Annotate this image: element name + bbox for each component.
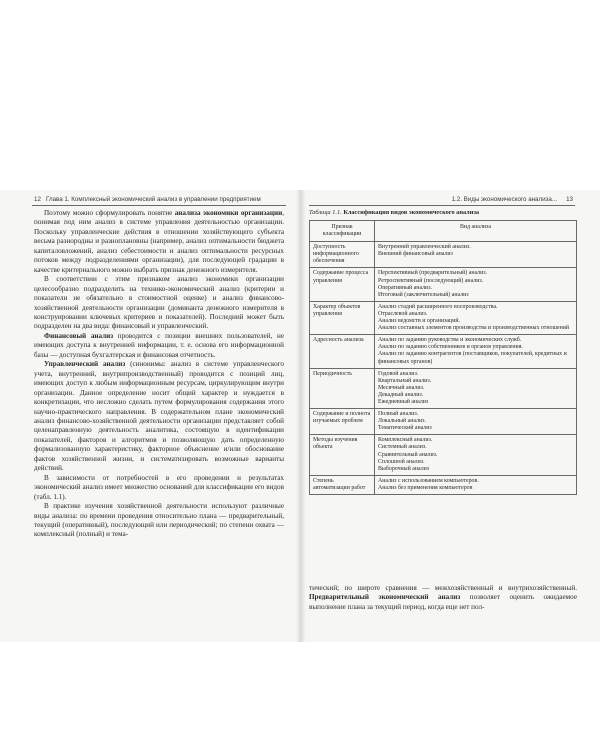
- right-header-title: 1.2. Виды экономического анализа...: [451, 196, 557, 203]
- left-header-rule: [32, 205, 286, 206]
- table-row: [310, 335, 577, 368]
- analysis-type: Анализ ведомств и организаций.: [378, 318, 460, 325]
- analysis-type: Годовой анализ.: [378, 370, 419, 377]
- criterion-cell: Адресность анализа: [310, 335, 375, 368]
- criterion-cell: Методы изучения объекта: [310, 435, 375, 475]
- analysis-type: Ежедневный анализ: [378, 398, 429, 405]
- analysis-type: Перспективный (предварительный) анализ.: [378, 270, 488, 277]
- analysis-type: Итоговый (заключительный) анализ: [378, 291, 469, 298]
- analysis-type: Локальный анализ.: [378, 418, 426, 425]
- left-page-number: 12: [34, 196, 41, 203]
- bold-term: анализа экономики организации: [174, 209, 283, 217]
- body-paragraph: [34, 332, 284, 360]
- criterion-cell: Содержание и полнота изучаемых проблем: [310, 409, 375, 435]
- right-page-number: 13: [566, 196, 573, 203]
- table-caption-label: Таблица 1.1.: [309, 209, 342, 216]
- analysis-type: Анализ составных элементов производства и производственных отношений: [378, 325, 570, 332]
- analysis-types-cell: [375, 335, 577, 368]
- right-page: [301, 190, 600, 642]
- analysis-types-cell: [375, 242, 577, 268]
- analysis-type: Отраслевой анализ.: [378, 310, 428, 317]
- table-caption-title: Классификация видов экономического анализа: [343, 209, 480, 216]
- table-row: [310, 409, 577, 435]
- analysis-type: Сплошной анализ.: [378, 458, 425, 465]
- classification-table: [309, 220, 577, 495]
- body-paragraph: [34, 474, 284, 502]
- analysis-type: Ретроспективный (последующий) анализ.: [378, 277, 484, 284]
- text-run: проводится с позиции внешних пользователей, не имеющих доступа к внутренней информации, т. е. основа его информационной базы — доступная бухгалтерская и финансовая отчетность.: [34, 331, 284, 359]
- analysis-type: Полный анализ.: [378, 411, 419, 418]
- text-run: Поэтому можно сформулировать понятие: [44, 209, 175, 217]
- text-run: позволяет оценить ожидаемое выполнение плана за текущий период, когда еще нет пол-: [309, 593, 577, 611]
- body-paragraph: [34, 209, 284, 275]
- left-page: [0, 190, 300, 642]
- analysis-types-cell: [375, 268, 577, 301]
- right-header-rule: [309, 205, 575, 206]
- table-header-row: [310, 221, 577, 242]
- table-row: [310, 301, 577, 334]
- analysis-types-cell: [375, 435, 577, 475]
- analysis-type: Анализ с использованием компьютеров.: [378, 477, 479, 484]
- text-run: тический; по широте сравнения — межхозяйственный и внутрихозяйственный.: [309, 584, 577, 592]
- table-row: [310, 242, 577, 268]
- table-row: [310, 368, 577, 408]
- book-spread: [0, 190, 600, 642]
- book-gutter: [296, 190, 306, 642]
- body-paragraph: [34, 502, 284, 540]
- table-header-type: Вид анализа: [375, 221, 577, 242]
- body-paragraph: [34, 360, 284, 473]
- analysis-types-cell: [375, 301, 577, 334]
- right-body-text: [309, 584, 577, 612]
- analysis-type: Выборочный анализ: [378, 465, 430, 472]
- analysis-type: Внутренний управленческий анализ.: [378, 244, 471, 251]
- analysis-type: Анализ без применения компьютеров: [378, 484, 473, 491]
- table-body: [310, 242, 577, 495]
- criterion-cell: Степень автоматизации работ: [310, 475, 375, 494]
- bold-term: Предварительный экономический анализ: [309, 593, 461, 602]
- analysis-type: Месячный анализ.: [378, 384, 425, 391]
- body-paragraph: [34, 275, 284, 332]
- analysis-types-cell: [375, 409, 577, 435]
- table-caption: [309, 209, 577, 216]
- text-run: (синонимы: анализ в системе управленческого учета, внутренний, внутрипроизводственный) проводится с позиций лиц, имеющих доступ к любым информационным ресурсам, циркулирующим внутри организации. Данное определение носит общий характер и нуждается в конкретизации, что несложно сделать путем формулирования содержания этого научно-практического направления. В содержательном плане экономический анализ финансово-хозяйственной деятельности организации представляет собой целенаправленную деятельность аналитика, состоящую в идентификации показателей, факторов и алгоритмов и позволяющую дать определенную формализованную характеристику, факторное объяснение и/или обоснование фактов хозяйственной жизни, и систематизировать возможные варианты действий.: [34, 360, 285, 473]
- criterion-cell: Доступность информационного обеспечения: [310, 242, 375, 268]
- analysis-types-cell: [375, 475, 577, 494]
- analysis-type: Анализ по заданию контрагентов (поставщиков, покупателей, кредитных и финансовых органов): [378, 351, 567, 365]
- analysis-type: Оперативный анализ.: [378, 284, 432, 291]
- analysis-type: Внешний финансовый анализ: [378, 251, 453, 258]
- text-run: В зависимости от потребностей в его проведении и результатах экономический анализ имеет множество оснований для классификации его видов (табл. 1.1).: [34, 473, 284, 501]
- analysis-types-cell: [375, 368, 577, 408]
- body-paragraph: [309, 584, 577, 612]
- table-header-criterion: Признак классификации: [310, 221, 375, 242]
- analysis-type: Системный анализ.: [378, 444, 427, 451]
- analysis-type: Тематический анализ: [378, 425, 432, 432]
- table-row: [310, 268, 577, 301]
- analysis-type: Сравнительный анализ.: [378, 451, 438, 458]
- bold-term: Финансовый анализ: [44, 331, 114, 340]
- left-body-text: [34, 209, 284, 540]
- criterion-cell: Содержание процесса управления: [310, 268, 375, 301]
- table-row: [310, 435, 577, 475]
- left-header-title: Глава 1. Комплексный экономический анализ в управлении предприятием: [46, 196, 261, 203]
- analysis-type: Декадный анализ.: [378, 391, 424, 398]
- bold-term: Управленческий анализ: [44, 360, 126, 369]
- text-run: , понимая под ним анализ в системе управления деятельностью организации. Поскольку управленческие действия в отношении хозяйствующего субъекта весьма разнородны и разноплановны (например, анализ оптимальности бюджета капиталовложений, анализ себестоимости и анализ оптимальности ресурсных потоков между подразделениями организации), для последующей градации в качестве критериального можно выбрать признак денежного измерителя.: [34, 209, 284, 274]
- analysis-type: Анализ стадий расширенного воспроизводства.: [378, 303, 498, 310]
- text-run: В практике изучения хозяйственной деятельности используют различные виды анализа: по времени проведения относительно плана — предварительный, текущий (оперативный), последующий или периодический; по степени охвата — комплексный (полный) и тема-: [34, 502, 284, 539]
- table-row: [310, 475, 577, 494]
- analysis-type: Анализ по заданию руководства и экономических служб.: [378, 337, 522, 344]
- text-run: В соответствии с этим признаком анализ экономики организации целесообразно подразделить на технико-экономический анализ (критерии и показатели не обязательно в стоимостной оценке) и анализ финансово-хозяйственной деятельности организации (доминанта денежного измерителя в конструировании ключевых критериев и показателей). Последний может быть подразделен на два вида: финансовый и управленческий.: [34, 275, 284, 331]
- analysis-type: Анализ по заданию собственников и органов управления.: [378, 344, 523, 351]
- criterion-cell: Периодичность: [310, 368, 375, 408]
- analysis-type: Квартальный анализ.: [378, 377, 432, 384]
- analysis-type: Комплексный анализ.: [378, 437, 433, 444]
- criterion-cell: Характер объектов управления: [310, 301, 375, 334]
